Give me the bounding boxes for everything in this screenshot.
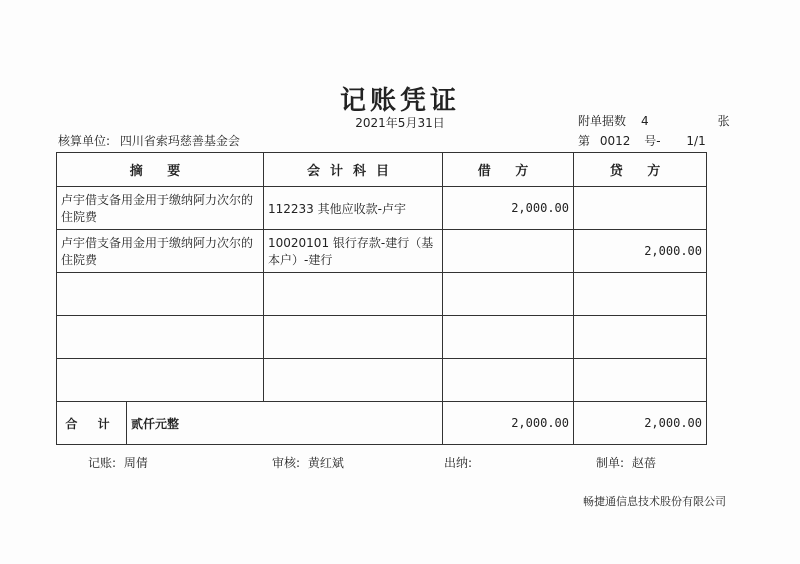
accounting-unit: [58, 132, 240, 149]
number-value: 0012: [599, 134, 631, 148]
total-credit: 2,000.00: [574, 402, 707, 445]
row-credit: [574, 273, 707, 316]
row-account: [264, 359, 443, 402]
row-credit: [574, 187, 707, 230]
header-debit: 借 方: [443, 153, 574, 187]
row-summary: [57, 316, 264, 359]
preparer-name: 赵蓓: [631, 456, 656, 470]
total-label: 合 计: [57, 402, 127, 445]
cashier: [444, 454, 476, 471]
table-row: [57, 359, 707, 402]
number-label: 第: [578, 134, 591, 148]
total-row: [57, 402, 707, 445]
voucher-table: [56, 152, 707, 445]
row-debit: 2,000.00: [443, 187, 574, 230]
reviewer-label: 审核:: [272, 456, 301, 470]
row-summary: [57, 273, 264, 316]
row-account: [264, 273, 443, 316]
cashier-label: 出纳:: [444, 456, 473, 470]
bookkeeper: [88, 454, 148, 471]
total-debit: 2,000.00: [443, 402, 574, 445]
reviewer-name: 黄红斌: [307, 456, 344, 470]
software-company: 畅捷通信息技术股份有限公司: [583, 495, 726, 508]
attachments-label: 附单据数: [578, 114, 627, 128]
preparer-label: 制单:: [596, 456, 625, 470]
row-summary: [57, 359, 264, 402]
row-account: 112233 其他应收款-卢宇: [264, 187, 443, 230]
row-credit: 2,000.00: [574, 230, 707, 273]
unit-label: 核算单位:: [58, 134, 111, 148]
voucher-number: [578, 132, 706, 149]
header-summary: 摘 要: [57, 153, 264, 187]
bookkeeper-label: 记账:: [88, 456, 117, 470]
attachments-unit: 张: [717, 114, 730, 128]
row-debit: [443, 316, 574, 359]
table-row: [57, 316, 707, 359]
row-debit: [443, 359, 574, 402]
bookkeeper-name: 周倩: [123, 456, 148, 470]
row-credit: [574, 359, 707, 402]
header-credit: 贷 方: [574, 153, 707, 187]
voucher-title: 记账凭证: [339, 86, 460, 116]
attachments-count: 4: [641, 114, 649, 128]
table-header: [57, 153, 707, 187]
row-summary: 卢宇借支备用金用于缴纳阿力次尔的住院费: [57, 187, 264, 230]
attachments-info: [578, 112, 730, 129]
table-row: [57, 273, 707, 316]
row-account: 10020101 银行存款-建行（基本户）-建行: [264, 230, 443, 273]
header-account: 会计科目: [264, 153, 443, 187]
row-credit: [574, 316, 707, 359]
unit-value: 四川省索玛慈善基金会: [119, 134, 240, 148]
row-debit: [443, 273, 574, 316]
reviewer: [272, 454, 344, 471]
row-summary: 卢宇借支备用金用于缴纳阿力次尔的住院费: [57, 230, 264, 273]
row-account: [264, 316, 443, 359]
number-suffix: 号-: [644, 134, 661, 148]
page-indicator: 1/1: [686, 134, 706, 148]
total-amount-words: 贰仟元整: [127, 402, 443, 445]
preparer: [596, 454, 656, 471]
table-row: [57, 230, 707, 273]
voucher-date: 2021年5月31日: [355, 116, 445, 130]
table-row: [57, 187, 707, 230]
row-debit: [443, 230, 574, 273]
